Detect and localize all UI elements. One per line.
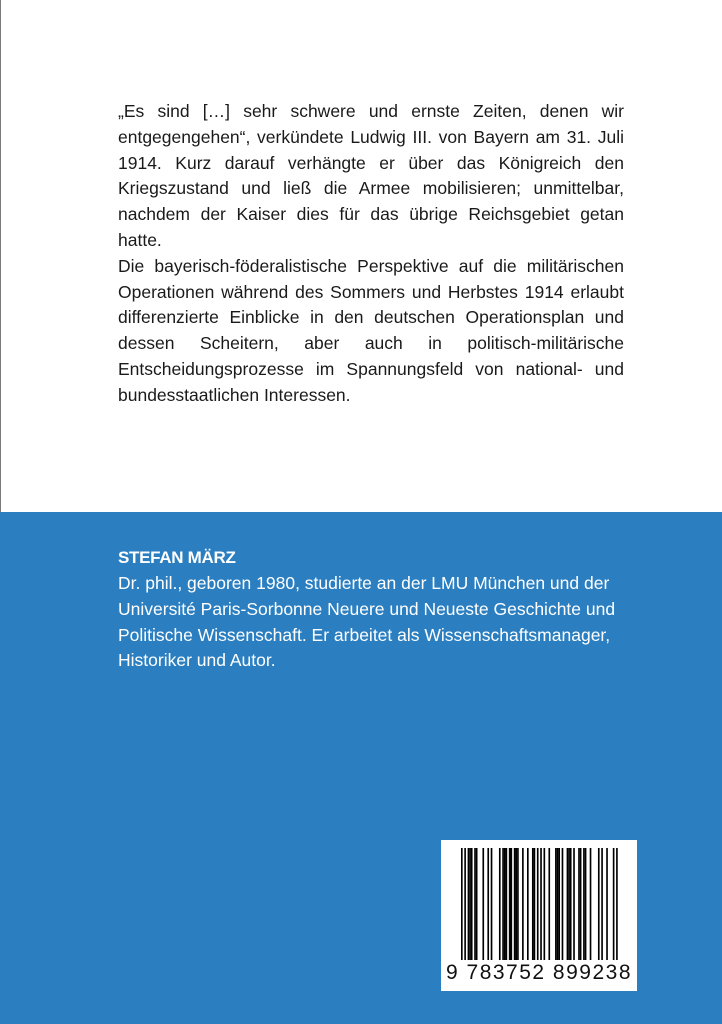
barcode-bar xyxy=(598,848,600,960)
barcode-bar xyxy=(502,848,504,960)
barcode-bar xyxy=(506,848,508,960)
barcode-bar xyxy=(491,848,493,960)
barcode-bar xyxy=(601,848,603,960)
barcode-bar xyxy=(540,848,542,960)
barcode-bar xyxy=(522,848,524,960)
barcode-bar xyxy=(514,848,516,960)
barcode-bar xyxy=(562,848,564,960)
barcode-bar xyxy=(573,848,575,960)
barcode-bar xyxy=(487,848,489,960)
barcode-bar xyxy=(537,848,539,960)
isbn-barcode xyxy=(441,840,637,991)
barcode-bar xyxy=(509,848,511,960)
barcode-bar xyxy=(532,848,534,960)
barcode-bar xyxy=(613,848,615,960)
barcode-bar xyxy=(517,848,519,960)
barcode-bar xyxy=(515,848,517,960)
barcode-bar xyxy=(567,848,569,960)
blurb-paragraph-2: Die bayerisch-föderalistische Perspektive auf die militärischen Operationen während des Sommers und Herbstes 1914 erlaubt differenzierte Einblicke in den deutschen Operationsplan und dessen Scheitern, aber auch in politisch-militärische Entscheidungsprozesse im Spannungsfeld von national- und bundesstaatlichen Interessen. xyxy=(118,255,624,405)
barcode-bar xyxy=(583,848,585,960)
barcode-bar xyxy=(499,848,501,960)
barcode-bar xyxy=(511,848,513,960)
barcode-bar xyxy=(474,848,476,960)
barcode-bar xyxy=(504,848,506,960)
barcode-bar xyxy=(471,848,473,960)
barcode-bar xyxy=(568,848,570,960)
barcode-bar xyxy=(555,848,557,960)
barcode-bar xyxy=(482,848,484,960)
isbn-number: 9 783752 899238 xyxy=(446,961,632,984)
barcode-bar xyxy=(464,848,466,960)
barcode-bar xyxy=(461,848,463,960)
author-name: STEFAN MÄRZ xyxy=(118,548,236,567)
barcode-bar xyxy=(544,848,546,960)
barcode-bar xyxy=(527,848,529,960)
author-bio: Dr. phil., geboren 1980, studierte an der LMU München und der Université Paris-Sorbonne Neuere und Neueste Geschichte und Politische Wissenschaft. Er arbeitet als Wissenschaftsmanager, Historiker und Autor. xyxy=(118,573,616,671)
blurb-paragraph-1: „Es sind […] sehr schwere und ernste Zeiten, denen wir entgegengehen“, verkündete Ludwig III. von Bayern am 31. Juli 1914. Kurz darauf verhängte er über das Königreich den Kriegszustand und ließ die Armee mobilisieren; unmittelbar, nachdem der Kaiser dies für das übrige Reichsgebiet getan hatte. xyxy=(118,101,624,250)
barcode-bar xyxy=(557,848,559,960)
barcode-bar xyxy=(534,848,536,960)
barcode-bar xyxy=(580,848,582,960)
barcode-bar xyxy=(476,848,478,960)
barcode-bar xyxy=(469,848,471,960)
barcode-bar xyxy=(578,848,580,960)
barcode-bar xyxy=(570,848,572,960)
barcode-bar xyxy=(468,848,470,960)
back-cover-blurb xyxy=(118,99,624,409)
barcode-bar xyxy=(558,848,560,960)
barcode-bar xyxy=(606,848,608,960)
barcode-bar xyxy=(590,848,592,960)
page-edge-line xyxy=(0,0,1,512)
barcode-bar xyxy=(616,848,618,960)
barcode-bar xyxy=(548,848,550,960)
barcode-bar xyxy=(585,848,587,960)
